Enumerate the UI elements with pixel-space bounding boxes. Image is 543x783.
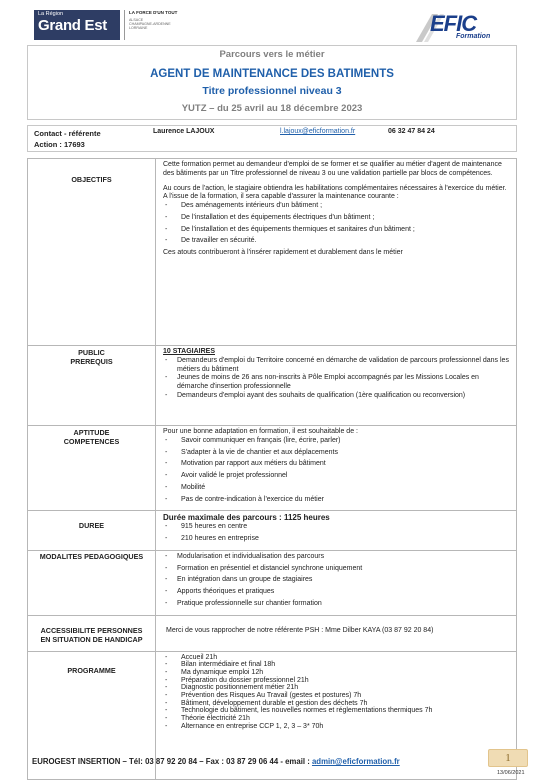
force-logo [124, 10, 186, 40]
label-duree: DUREE [28, 511, 156, 551]
list-item: - Jeunes de moins de 26 ans non-inscrits à Pôle Emploi accompagnés par les Missions Locales en démarche d'insertion professionnelle [163, 374, 511, 392]
list-item: - Accueil 21h [163, 654, 511, 662]
footer-text: EUROGEST INSERTION – Tél: 03 87 92 20 84 – Fax : 03 87 29 06 44 - email : [32, 757, 312, 766]
content-accessibilite [156, 615, 517, 651]
row-public [28, 346, 517, 426]
aptitude-intro: Pour une bonne adaptation en formation, il est souhaitable de : [163, 428, 358, 435]
list-item: - Théorie électricité 21h [163, 715, 511, 723]
list-item: - Alternance en entreprise CCP 1, 2, 3 – 3* 70h [163, 723, 511, 731]
page-number: 1 [488, 749, 528, 767]
list-item: - Bilan intermédiaire et final 18h [163, 661, 511, 669]
region-big-text: Grand Est [38, 16, 107, 34]
modalites-list [163, 553, 511, 609]
row-objectifs [28, 159, 517, 346]
list-item: - De travailler en sécurité. [163, 237, 511, 246]
contact-name: Laurence LAJOUX [153, 128, 215, 135]
title-line-titre: Titre professionnel niveau 3 [202, 85, 342, 98]
contact-phone: 06 32 47 84 24 [388, 128, 435, 135]
title-box [27, 45, 517, 120]
footer [32, 757, 400, 767]
list-item: - Demandeurs d'emploi ayant des souhaits de qualification (1ère qualification ou reconversion) [163, 392, 511, 401]
action-number: Action : 17693 [34, 140, 85, 149]
aptitude-list [163, 437, 511, 505]
list-item: - Avoir validé le projet professionnel [163, 472, 511, 481]
list-item: - S'adapter à la vie de chantier et aux déplacements [163, 449, 511, 458]
row-aptitude [28, 426, 517, 511]
label-programme: PROGRAMME [28, 651, 156, 779]
footer-email-link[interactable]: admin@eficformation.fr [311, 757, 400, 766]
list-item: - Demandeurs d'emploi du Territoire concerné en démarche de validation de parcours professionnel dans les métiers du bâtiment [163, 357, 511, 375]
efic-text: EFIC [430, 11, 477, 36]
list-item: - Bâtiment, développement durable et gestion des déchets 7h [163, 700, 511, 708]
program-table [27, 158, 517, 780]
list-item: - De l'installation et des équipements thermiques et sanitaires d'un bâtiment ; [163, 226, 511, 235]
region-grand-est-logo [34, 10, 120, 40]
list-item: - Pas de contre-indication à l'exercice du métier [163, 496, 511, 505]
list-item: - Apports théoriques et pratiques [163, 588, 511, 597]
list-item: - Savoir communiquer en français (lire, écrire, parler) [163, 437, 511, 446]
contact-band [27, 125, 517, 152]
list-item: - 210 heures en entreprise [163, 535, 511, 544]
list-item: - Motivation par rapport aux métiers du bâtiment [163, 460, 511, 469]
public-list [163, 357, 511, 401]
content-objectifs [156, 159, 517, 346]
public-head: 10 STAGIAIRES [163, 348, 215, 355]
title-line-parcours: Parcours vers le métier [219, 49, 325, 60]
duree-list [163, 523, 511, 544]
objectifs-list [163, 202, 511, 246]
efic-formation-text: Formation [456, 33, 491, 40]
row-accessibilite [28, 615, 517, 651]
region-small-text: La Région [38, 11, 64, 17]
contact-label: Contact - référente [34, 129, 101, 138]
accessibilite-text: Merci de vous rapprocher de notre référente PSH : Mme Dilber KAYA (03 87 92 20 84) [166, 626, 434, 634]
contact-email-link[interactable]: l.lajoux@eficformation.fr [280, 128, 356, 135]
label-accessibilite: ACCESSIBILITE PERSONNES EN SITUATION DE HANDICAP [28, 615, 156, 651]
list-item: - Des aménagements intérieurs d'un bâtiment ; [163, 202, 511, 211]
label-objectifs: OBJECTIFS [28, 159, 156, 346]
label-public: PUBLIC PREREQUIS [28, 346, 156, 426]
list-item: - Modularisation et individualisation des parcours [163, 553, 511, 562]
objectifs-p3: A l'issue de la formation, il sera capable d'assurer la maintenance courante : [163, 193, 399, 201]
list-item: - Préparation du dossier professionnel 21h [163, 677, 511, 685]
force-title: LA FORCE D'UN TOUT [129, 10, 178, 15]
efic-logo [408, 8, 518, 46]
row-duree [28, 511, 517, 551]
label-aptitude: APTITUDE COMPETENCES [28, 426, 156, 511]
content-modalites [156, 550, 517, 615]
list-item: - De l'installation et des équipements électriques d'un bâtiment ; [163, 214, 511, 223]
content-duree [156, 511, 517, 551]
list-item: - 915 heures en centre [163, 523, 511, 532]
title-line-dates: YUTZ – du 25 avril au 18 décembre 2023 [181, 103, 363, 115]
programme-list [163, 654, 511, 731]
list-item: - Formation en présentiel et distanciel synchrone uniquement [163, 565, 511, 574]
list-item: - Ma dynamique emploi 12h [163, 669, 511, 677]
list-item: - En intégration dans un groupe de stagiaires [163, 576, 511, 585]
label-modalites: MODALITES PEDAGOGIQUES [28, 550, 156, 615]
objectifs-p1: Cette formation permet au demandeur d'emploi de se former et se qualifier au métier d'agent de maintenance des bâtiments par un Titre professionnel de niveau 3 ou une validation partielle par blocs de compétences. [163, 161, 502, 177]
objectifs-p2: Au cours de l'action, le stagiaire obtiendra les habilitations complémentaires nécessaires à l'exercice du métier. [163, 184, 507, 192]
list-item: - Prévention des Risques Au Travail (gestes et postures) 7h [163, 692, 511, 700]
duree-head: Durée maximale des parcours : 1125 heures [163, 513, 330, 523]
content-public [156, 346, 517, 426]
list-item: - Mobilité [163, 484, 511, 493]
content-aptitude [156, 426, 517, 511]
list-item: - Pratique professionnelle sur chantier formation [163, 600, 511, 609]
list-item: - Diagnostic positionnement métier 21h [163, 684, 511, 692]
force-sub: ALSACE CHAMPAGNE-ARDENNE LORRAINE [129, 17, 171, 30]
title-line-metier: AGENT DE MAINTENANCE DES BATIMENTS [150, 67, 394, 80]
row-modalites [28, 550, 517, 615]
list-item: - Technologie du bâtiment, les nouvelles normes et réglementations thermiques 7h [163, 707, 511, 715]
objectifs-p4: Ces atouts contribueront à l'insérer rapidement et durablement dans le métier [163, 249, 403, 256]
footer-date: 13/06/2021 [497, 770, 525, 776]
